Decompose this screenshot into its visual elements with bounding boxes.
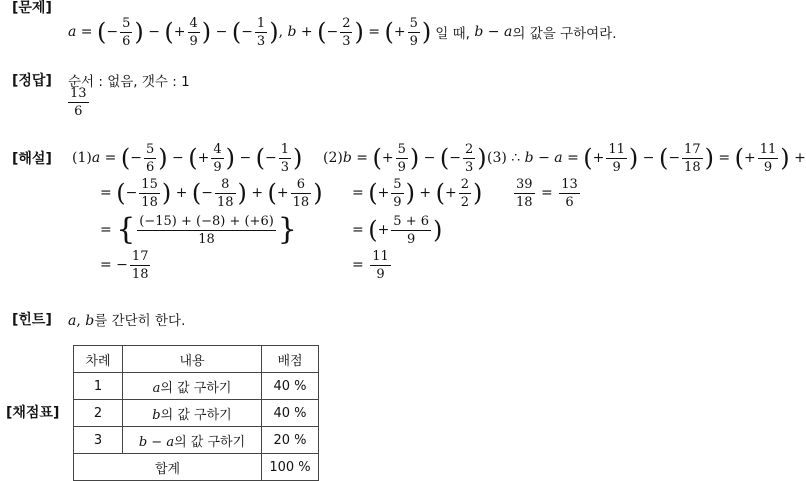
score-table-total bbox=[74, 454, 319, 481]
solution-part2-line3: = ( + $\frac{5 + 6}{9}$ ) bbox=[352, 213, 443, 247]
row-number: 3 bbox=[74, 427, 123, 454]
total-points: 100 % bbox=[262, 454, 319, 481]
row-content-text: 의 값 구하기 bbox=[160, 407, 232, 423]
row-variable: b − a bbox=[138, 434, 175, 450]
problem-tag: [문제] bbox=[12, 0, 52, 16]
row-number: 2 bbox=[74, 400, 123, 427]
solution-part1-line3: = { $\frac{(-15) + (-8) + (+6)}{18}$ } bbox=[100, 212, 297, 247]
header-order: 차례 bbox=[74, 346, 123, 373]
answer-numerator: 13 bbox=[70, 86, 87, 101]
row-points: 20 % bbox=[262, 427, 319, 454]
solution-final-numerator: 39 bbox=[516, 176, 533, 192]
row-variable: b bbox=[152, 407, 161, 423]
row-content-text: 의 값 구하기 bbox=[160, 380, 232, 396]
solution-part2-line2: = ( + $\frac{5}{9}$ ) + ( + $\frac{2}{2}$ ) bbox=[352, 176, 483, 210]
row-content bbox=[123, 427, 262, 454]
row-content bbox=[123, 400, 262, 427]
solution-part3-line2: $\frac{39}{18}$ = $\frac{13}{6}$ bbox=[516, 176, 578, 210]
solution-result-numerator: 13 bbox=[561, 176, 578, 192]
problem-text-when: 일 때, bbox=[435, 26, 470, 42]
solution-result-denominator: 6 bbox=[565, 194, 574, 210]
hint-text: a, b를 간단히 한다. bbox=[68, 313, 186, 329]
solution-tag: [해설] bbox=[12, 151, 52, 167]
solution-part2-line1: (2) b = ( + $\frac{5}{9}$ ) − ( − $\frac{2}{3}$ ) bbox=[323, 141, 487, 175]
answer-tag: [정답] bbox=[12, 73, 52, 89]
hint-text-body: 를 간단히 한다. bbox=[94, 313, 186, 329]
row-content bbox=[123, 373, 262, 400]
table-row bbox=[74, 427, 319, 454]
solution-part1-line4: = − $\frac{17}{18}$ bbox=[100, 248, 149, 282]
answer-meta: 순서 : 없음, 갯수 : 1 bbox=[68, 74, 190, 90]
row-points: 40 % bbox=[262, 400, 319, 427]
row-number: 1 bbox=[74, 373, 123, 400]
problem-text-ask: 의 값을 구하여라. bbox=[512, 26, 617, 42]
hint-tag: [힌트] bbox=[12, 312, 52, 328]
solution-part3-label: (3) bbox=[487, 150, 507, 166]
row-variable: a bbox=[152, 380, 161, 396]
answer-denominator: 6 bbox=[74, 104, 83, 119]
header-points: 배점 bbox=[262, 346, 319, 373]
row-points: 40 % bbox=[262, 373, 319, 400]
solution-part3-line1: (3) ∴ b − a = ( + $\frac{11}{9}$ ) − ( − $\frac{17}{18}$ ) = ( + $\frac{11}{9}$ ) + bbox=[487, 141, 806, 175]
score-table-header bbox=[74, 346, 319, 373]
solution-part1-line2: = ( − $\frac{15}{18}$ ) + ( − $\frac{8}{18}$ ) + ( + $\frac{6}{18}$ ) bbox=[100, 176, 323, 210]
solution-part1-line1: (1) a = ( − $\frac{5}{6}$ ) − ( + $\frac{4}{9}$ ) − ( − $\frac{1}{3}$ ) bbox=[72, 141, 303, 175]
scoring-tag: [채점표] bbox=[6, 405, 60, 421]
solution-final-denominator: 18 bbox=[516, 194, 533, 210]
row-content-text: 의 값 구하기 bbox=[174, 434, 246, 450]
answer-fraction bbox=[68, 87, 89, 118]
score-table-wrap bbox=[73, 345, 319, 481]
header-content: 내용 bbox=[123, 346, 262, 373]
score-table bbox=[73, 345, 319, 481]
table-row bbox=[74, 373, 319, 400]
solution-part2-label: (2) bbox=[323, 150, 343, 166]
solution-part2-line4: = $\frac{11}{9}$ bbox=[352, 248, 389, 282]
solution-part1-label: (1) bbox=[72, 150, 92, 166]
table-row bbox=[74, 400, 319, 427]
total-label: 합계 bbox=[74, 454, 262, 481]
problem-equation: a = ( − $\frac{5}{6}$ ) − ( + $\frac{4}{9}$ ) − ( − $\frac{1}{3}$ ) , b + ( − $\frac{2}{3}$ ) = ( + $\frac{5}{9}$ ) 일 때, b − a 의 값을 구하여라. bbox=[68, 15, 617, 49]
